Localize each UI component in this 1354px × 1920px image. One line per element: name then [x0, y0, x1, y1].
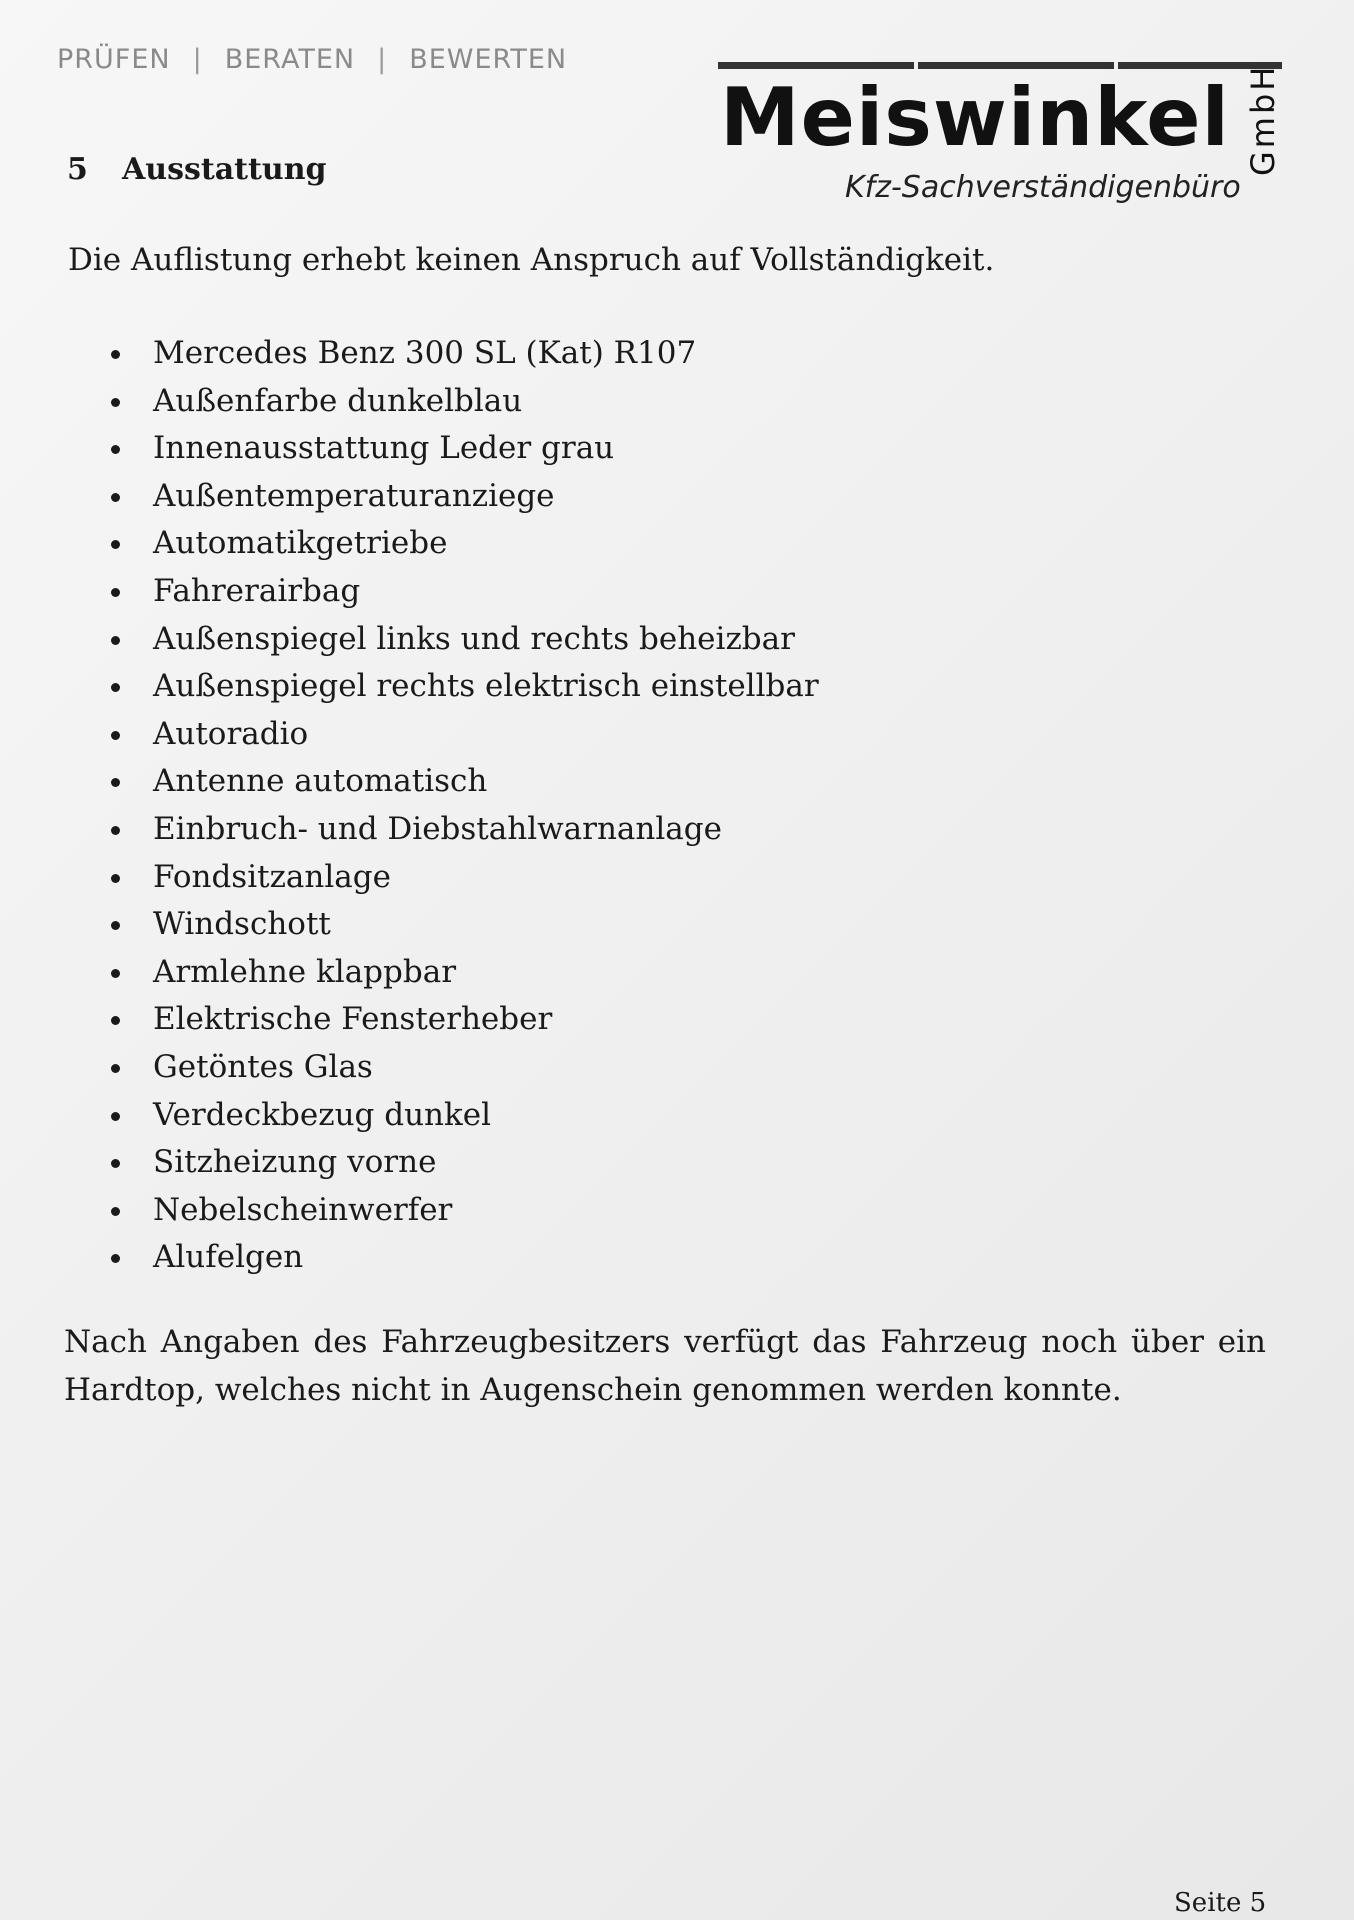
tagline-item-beraten: BERATEN: [224, 44, 356, 75]
bullet-icon: [111, 540, 120, 549]
equipment-list-item: [105, 901, 819, 949]
equipment-list-item: [105, 378, 819, 426]
equipment-list-item: [105, 1092, 819, 1140]
company-logo-name: Meiswinkel: [720, 71, 1230, 164]
bullet-icon: [111, 1112, 120, 1121]
closing-paragraph: Nach Angaben des Fahrzeugbesitzers verfügt das Fahrzeug noch über ein Hardtop, welches nicht in Augenschein genommen werden konnte.: [64, 1324, 1266, 1408]
equipment-item-label: Elektrische Fensterheber: [153, 1001, 553, 1038]
bullet-icon: [111, 636, 120, 645]
company-logo-subtitle: Kfz-Sachverständigenbüro: [845, 170, 1241, 205]
equipment-list-item: [105, 806, 819, 854]
page-number: Seite 5: [1174, 1888, 1267, 1918]
equipment-list-item: [105, 1044, 819, 1092]
equipment-item-label: Sitzheizung vorne: [153, 1144, 437, 1181]
equipment-list-item: [105, 1234, 819, 1282]
equipment-item-label: Außenfarbe dunkelblau: [153, 382, 523, 419]
bullet-icon: [111, 350, 120, 359]
equipment-list-item: [105, 520, 819, 568]
section-number: 5: [67, 152, 88, 187]
equipment-item-label: Fahrerairbag: [153, 572, 361, 609]
bullet-icon: [111, 398, 120, 407]
equipment-item-label: Antenne automatisch: [153, 763, 488, 800]
equipment-item-label: Außenspiegel links und rechts beheizbar: [153, 620, 795, 657]
equipment-list-item: [105, 711, 819, 759]
section-heading: [67, 152, 326, 187]
tagline-separator: |: [377, 44, 388, 75]
equipment-item-label: Außenspiegel rechts elektrisch einstellbar: [153, 668, 819, 705]
bullet-icon: [111, 1064, 120, 1073]
bullet-icon: [111, 969, 120, 978]
equipment-list-item: [105, 616, 819, 664]
bullet-icon: [111, 921, 120, 930]
section-title: Ausstattung: [122, 152, 327, 187]
equipment-item-label: Innenausstattung Leder grau: [153, 430, 615, 467]
bullet-icon: [111, 493, 120, 502]
equipment-item-label: Alufelgen: [153, 1239, 304, 1276]
header-tagline: [57, 44, 567, 75]
equipment-item-label: Verdeckbezug dunkel: [153, 1096, 492, 1133]
company-logo-legal-form: GmbH: [1244, 63, 1282, 176]
equipment-list-item: [105, 1139, 819, 1187]
equipment-list-item: [105, 949, 819, 997]
bullet-icon: [111, 1159, 120, 1168]
bullet-icon: [111, 874, 120, 883]
bullet-icon: [111, 731, 120, 740]
bullet-icon: [111, 778, 120, 787]
bullet-icon: [111, 1254, 120, 1263]
tagline-separator: |: [192, 44, 203, 75]
equipment-list: [105, 330, 819, 1282]
equipment-list-item: [105, 758, 819, 806]
equipment-item-label: Armlehne klappbar: [153, 953, 457, 990]
bullet-icon: [111, 588, 120, 597]
equipment-list-item: [105, 996, 819, 1044]
equipment-list-item: [105, 330, 819, 378]
equipment-list-item: [105, 425, 819, 473]
equipment-item-label: Fondsitzanlage: [153, 858, 391, 895]
logo-rule-segment: [718, 62, 914, 69]
equipment-list-item: [105, 854, 819, 902]
equipment-item-label: Einbruch- und Diebstahlwarnanlage: [153, 810, 722, 847]
bullet-icon: [111, 826, 120, 835]
equipment-list-item: [105, 663, 819, 711]
intro-text: Die Auflistung erhebt keinen Anspruch auf Vollständigkeit.: [68, 242, 995, 278]
equipment-item-label: Windschott: [153, 906, 331, 943]
equipment-list-item: [105, 1187, 819, 1235]
bullet-icon: [111, 683, 120, 692]
bullet-icon: [111, 445, 120, 454]
tagline-item-bewerten: BEWERTEN: [409, 44, 568, 75]
logo-rule: [718, 62, 1282, 69]
equipment-item-label: Getöntes Glas: [153, 1048, 373, 1085]
bullet-icon: [111, 1016, 120, 1025]
equipment-item-label: Mercedes Benz 300 SL (Kat) R107: [153, 335, 697, 371]
equipment-item-label: Autoradio: [153, 715, 309, 752]
equipment-item-label: Nebelscheinwerfer: [153, 1191, 453, 1228]
equipment-item-label: Außentemperaturanziege: [153, 477, 555, 514]
equipment-list-item: [105, 473, 819, 521]
tagline-item-pruefen: PRÜFEN: [57, 44, 171, 75]
logo-rule-segment: [918, 62, 1114, 69]
equipment-item-label: Automatikgetriebe: [153, 525, 448, 562]
bullet-icon: [111, 1207, 120, 1216]
equipment-list-item: [105, 568, 819, 616]
